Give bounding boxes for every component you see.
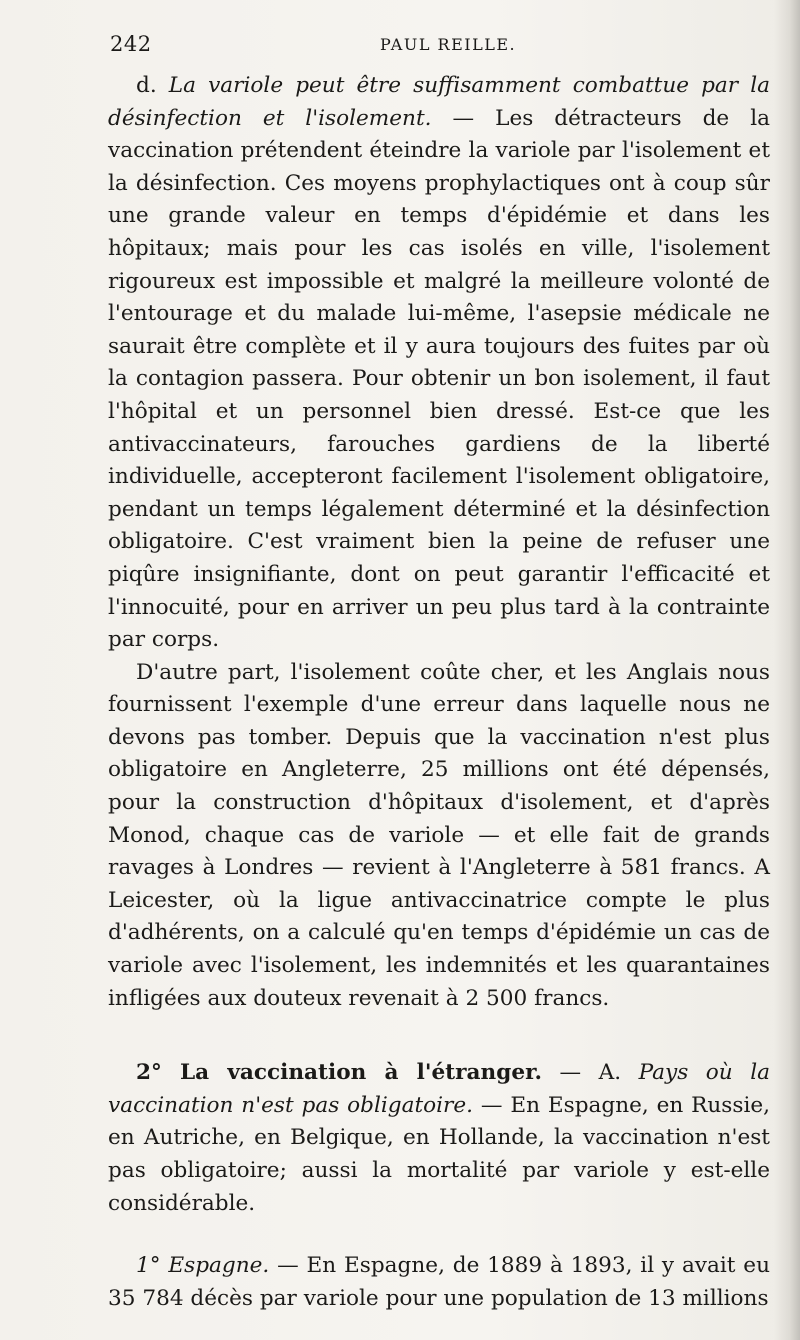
running-title: PAUL REILLE.: [380, 35, 517, 54]
item-marker: d.: [136, 73, 157, 98]
section-etranger: [108, 1057, 770, 1220]
subsection-heading: 1° Espagne.: [136, 1253, 270, 1279]
paragraph-text: — En Espagne, de 1889 à 1893, il y avait eu 35 784 décès par variole pour une population de 13 millions: [108, 1253, 770, 1311]
paragraph-text: — Les détracteurs de la vaccination prétendent éteindre la variole par l'isolement et la désinfection. Ces moyens prophylactiques ont à coup sûr une grande valeur en temps d'épidémie et dans les hôpitaux; mais pour les cas isolés en ville, l'isolement rigoureux est impossible et malgré la meilleure volonté de l'entourage et du malade lui-même, l'asepsie médicale ne saurait être complète et il y aura toujours des fuites par où la contagion passera. Pour obtenir un bon isolement, il faut l'hôpital et un personnel bien dressé. Est-ce que les antivaccinateurs, farouches gardiens de la liberté individuelle, accepteront facilement l'isolement obligatoire, pendant un temps légalement déterminé et la désinfection obligatoire. C'est vraiment bien la peine de refuser une piqûre insignifiante, dont on peut garantir l'efficacité et l'innocuité, pour en arriver un peu plus tard à la contrainte par corps.: [108, 105, 770, 653]
subsection-marker: — A.: [559, 1060, 622, 1086]
subsection-title: Pays où la vaccination n'est pas obligatoire.: [108, 1060, 770, 1118]
section-espagne: [108, 1250, 770, 1315]
item-title: La variole peut être suffisamment combattue par la désinfection et l'isolement.: [108, 73, 770, 131]
page-edge-shadow: [774, 0, 800, 1340]
spacer: [108, 1220, 770, 1250]
paragraph-text: — En Espagne, en Russie, en Autriche, en Belgique, en Hollande, la vaccination n'est pas obligatoire; aussi la mortalité par variole y est-elle considérable.: [108, 1092, 771, 1216]
paragraph-cout: [108, 657, 770, 1016]
paragraph-text: D'autre part, l'isolement coûte cher, et les Anglais nous fournissent l'exemple d'une erreur dans laquelle nous ne devons pas tomber. Depuis que la vaccination n'est plus obligatoire en Angleterre, 25 millions ont été dépensés, pour la construction d'hôpitaux d'isolement, et d'après Monod, chaque cas de variole — et elle fait de grands ravages à Londres — revient à l'Angleterre à 581 francs. A Leicester, où la ligue antivaccinatrice compte le plus d'adhérents, on a calculé qu'en temps d'épidémie un cas de variole avec l'isolement, les indemnités et les quarantaines infligées aux douteux revenait à 2 500 francs.: [108, 659, 770, 1011]
paragraph-isolement: [108, 70, 770, 657]
running-head: [110, 32, 760, 62]
page-number: 242: [110, 32, 152, 56]
section-heading: 2° La vaccination à l'étranger.: [136, 1060, 542, 1086]
body-text: [108, 70, 770, 1315]
spacer: [108, 1015, 770, 1057]
